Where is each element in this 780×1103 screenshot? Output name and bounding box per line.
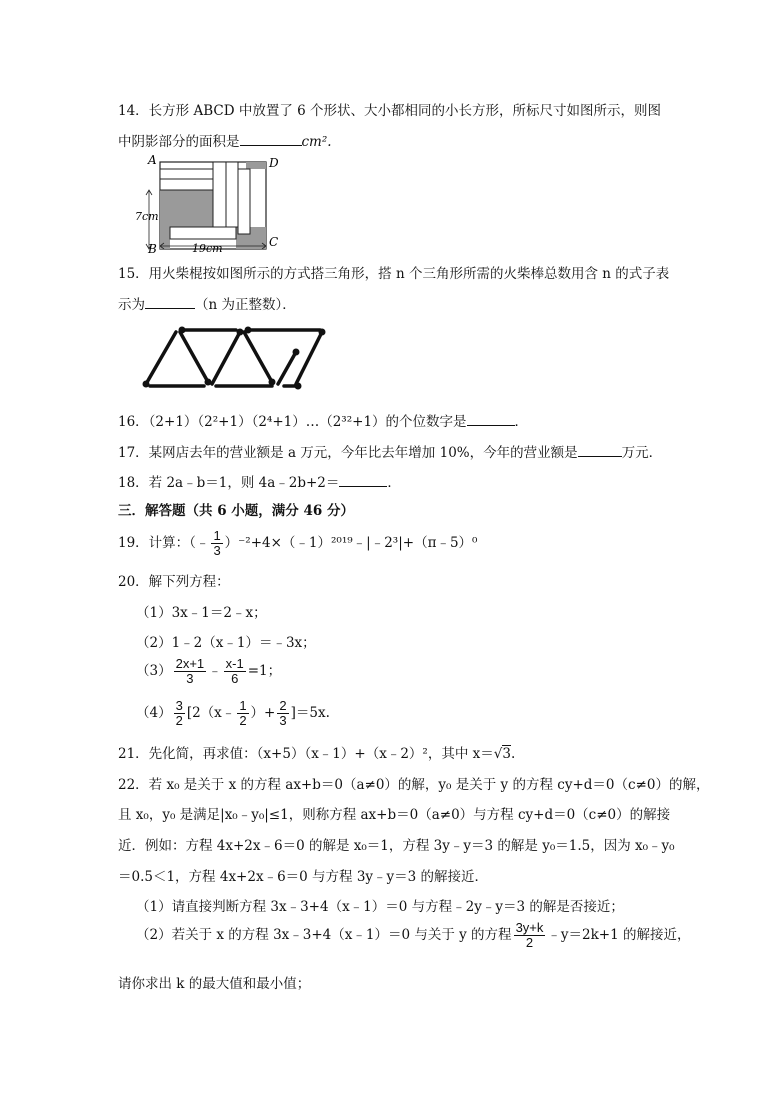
q20-part4-fraction3: $\frac{2}{3}$ [279,698,287,728]
q20-title: 20．解下列方程： [118,574,230,590]
label-c: C [269,235,279,249]
q20-part4-tail: ]＝5x. [290,705,330,721]
q14-line1: 14．长方形 ABCD 中放置了 6 个形状、大小都相同的小长方形，所标尺寸如图所示，则图 [118,103,662,119]
q15-line2 [118,294,296,314]
q20-part4-fraction1: $\frac{3}{2}$ [175,698,183,728]
q14-unit: cm². [301,134,332,150]
answer-blank-16 [467,411,515,426]
answer-blank-17 [578,442,622,457]
q22-part2-fraction: $\frac{3y+k}{2}$ [515,920,544,950]
q19-rest: ）⁻²+4×（﹣1）²⁰¹⁹﹣|﹣2³|+（π﹣5）⁰ [224,535,478,551]
q22-part2 [136,920,690,950]
q17-tail: 万元． [621,445,663,461]
height-dimension-label: 7cm [135,210,159,223]
q20-part3-minus: ﹣ [208,663,222,679]
q21-tail: . [510,746,516,762]
q15-line1: 15．用火柴棍按如图所示的方式搭三角形，搭 n 个三角形所需的火柴棒总数用含 n 的式子表 [118,266,670,282]
q22-part2-line2: 请你求出 k 的最大值和最小值； [118,976,311,992]
q16-line [118,411,528,431]
answer-blank-15 [145,294,195,309]
width-dimension-label: 19cm [192,242,223,255]
q20-part4 [136,698,330,728]
q22-line2: 且 x₀，y₀ 是满足|x₀﹣y₀|≤1，则称方程 ax+b＝0（a≠0）与方程 cy+d＝0（c≠0）的解接 [118,807,671,823]
q17-text: 17．某网店去年的营业额是 a 万元，今年比去年增加 10%，今年的营业额是 [118,445,578,461]
q20-part4-fraction2: $\frac{1}{2}$ [239,698,247,728]
q21-text: 21．先化简，再求值：（x+5）（x﹣1）+（x﹣2）²，其中 x＝ [118,746,494,762]
q18-text: 18．若 2a﹣b＝1，则 4a﹣2b+2＝ [118,475,340,491]
q19-prefix: 19．计算：（﹣ [118,535,210,551]
q20-part4-mid: [2（x﹣ [186,705,236,721]
q20-part3-tail: =1； [247,663,282,679]
label-a: A [148,153,157,167]
q18-tail: ． [387,475,401,491]
q20-part4-label: （4） [136,705,172,721]
answer-blank-14 [240,131,302,146]
q15-line2-suffix: （n 为正整数）． [195,297,296,313]
q20-part3-label: （3） [136,663,172,679]
q22-part2-prefix: （2）若关于 x 的方程 3x﹣3+4（x﹣1）＝0 与关于 y 的方程 [136,927,512,943]
q16-text: 16．（2+1）（2²+1）（2⁴+1）…（2³²+1）的个位数字是 [118,414,467,430]
label-b: B [148,242,157,256]
q22-line4: ＝0.5＜1，方程 4x+2x﹣6＝0 与方程 3y﹣y＝3 的解接近． [118,869,489,885]
q20-part4-mid2: ）+ [250,705,276,721]
q21-line [118,745,515,763]
q15-line2-prefix: 示为 [118,297,145,313]
q18-line [118,472,401,492]
q14-line2-prefix: 中阴影部分的面积是 [118,134,240,150]
q20-part3-fraction1: $\frac{2x+1}{3}$ [175,656,205,686]
q14-line2 [118,131,332,151]
q20-part3-fraction2: $\frac{x-1}{6}$ [225,656,244,686]
q22-part2-tail: ﹣y＝2k+1 的解接近， [547,927,691,943]
answer-blank-18 [339,472,387,487]
q22-part1: （1）请直接判断方程 3x﹣3+4（x﹣1）＝0 与方程﹣2y﹣y＝3 的解是否接近； [136,899,624,915]
matchstick-figure [136,318,336,396]
label-d: D [269,156,279,170]
q16-tail: ． [514,414,529,430]
q17-line [118,442,662,462]
q22-line3: 近．例如：方程 4x+2x﹣6＝0 的解是 x₀＝1，方程 3y﹣y＝3 的解是 y₀＝1.5，因为 x₀﹣y₀ [118,838,675,854]
q21-sqrt-value: 3 [502,746,511,762]
rectangle-figure [135,153,290,256]
q19-line [118,528,477,558]
q22-line1: 22．若 x₀ 是关于 x 的方程 ax+b＝0（a≠0）的解，y₀ 是关于 y 的方程 cy+d＝0（c≠0）的解， [118,777,710,793]
sqrt-icon: √ [493,746,503,762]
q20-part2: （2）1﹣2（x﹣1）＝﹣3x； [136,635,316,651]
q20-part1: （1）3x﹣1＝2﹣x； [136,605,267,621]
q20-part3 [136,656,281,686]
q19-fraction: $\frac{1}{3}$ [213,528,221,558]
section-title: 三．解答题（共 6 小题，满分 46 分） [118,503,354,519]
